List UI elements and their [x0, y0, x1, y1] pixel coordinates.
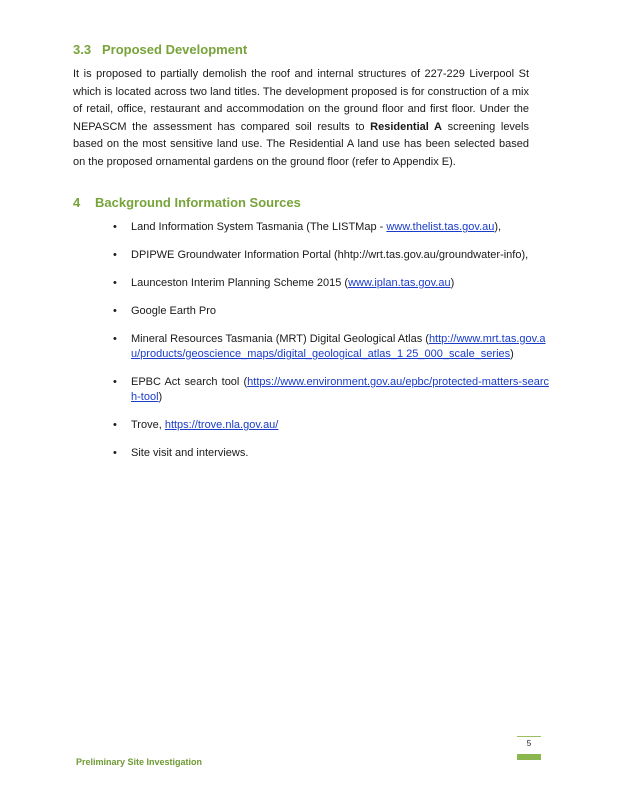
list-item: [113, 418, 549, 433]
section-3-3-heading: [73, 42, 247, 57]
bullet-icon: •: [113, 277, 117, 289]
source-text: Mineral Resources Tasmania (MRT) Digital Geological Atlas (: [131, 333, 429, 345]
list-item: [113, 446, 549, 461]
thelist-link[interactable]: www.thelist.tas.gov.au: [386, 221, 495, 233]
bullet-icon: •: [113, 419, 117, 431]
footer-title: Preliminary Site Investigation: [76, 757, 203, 767]
list-item: [113, 248, 549, 263]
source-text-after: ): [158, 391, 163, 403]
bullet-icon: •: [113, 221, 117, 233]
bullet-icon: •: [113, 305, 117, 317]
source-text-after: ): [510, 348, 514, 360]
trove-link[interactable]: https://trove.nla.gov.au/: [164, 419, 279, 431]
list-item: [113, 375, 549, 405]
list-item: [113, 220, 549, 235]
page-number: 5: [517, 736, 541, 757]
section-4-heading: [73, 195, 301, 210]
source-text-after: ),: [494, 221, 502, 233]
sources-list: [113, 220, 549, 474]
list-item: [113, 304, 549, 319]
bullet-icon: •: [113, 333, 117, 345]
bullet-icon: •: [113, 376, 117, 388]
source-text: Google Earth Pro: [131, 305, 216, 317]
list-item: [113, 332, 549, 362]
page-number-bar: [517, 754, 541, 760]
bullet-icon: •: [113, 447, 117, 459]
source-text-after: ): [450, 277, 455, 289]
section-3-3-title: Proposed Development: [102, 42, 248, 57]
source-text: DPIPWE Groundwater Information Portal (hhtp://wrt.tas.gov.au/groundwater-info),: [131, 249, 529, 261]
section-4-number: 4: [73, 195, 81, 210]
bullet-icon: •: [113, 249, 117, 261]
source-text: Land Information System Tasmania (The LISTMap -: [131, 221, 387, 233]
residential-a-bold: Residential A: [370, 120, 442, 133]
epbc-link[interactable]: https://www.environment.gov.au/epbc/protected-matters-search-tool: [131, 376, 549, 403]
mrt-atlas-link[interactable]: http://www.mrt.tas.gov.au/products/geoscience_maps/digital_geological_atlas_1 25_000_scale_series: [131, 333, 546, 360]
source-text: EPBC Act search tool (: [131, 376, 248, 388]
section-4-title: Background Information Sources: [95, 195, 301, 210]
proposed-development-paragraph: [73, 66, 529, 172]
source-text: Site visit and interviews.: [131, 447, 249, 459]
section-3-3-number: 3.3: [73, 42, 92, 57]
list-item: [113, 276, 549, 291]
source-text: Trove,: [131, 419, 165, 431]
iplan-link[interactable]: www.iplan.tas.gov.au: [348, 277, 451, 289]
paragraph-text-before: It is proposed to partially demolish the roof and internal structures of 227-229 Liverpool St which is located across two land titles. The development proposed is for construction of a mix of retail, office, restaurant and accommodation on the ground floor and first floor. Under the NEPASCM the assessment has compared soil results to: [73, 68, 529, 133]
paragraph-text-after: screening levels based on the most sensitive land use. The Residential A land use has been selected based on the proposed ornamental gardens on the ground floor (refer to Appendix E).: [73, 120, 529, 168]
source-text: Launceston Interim Planning Scheme 2015 (: [131, 277, 349, 289]
